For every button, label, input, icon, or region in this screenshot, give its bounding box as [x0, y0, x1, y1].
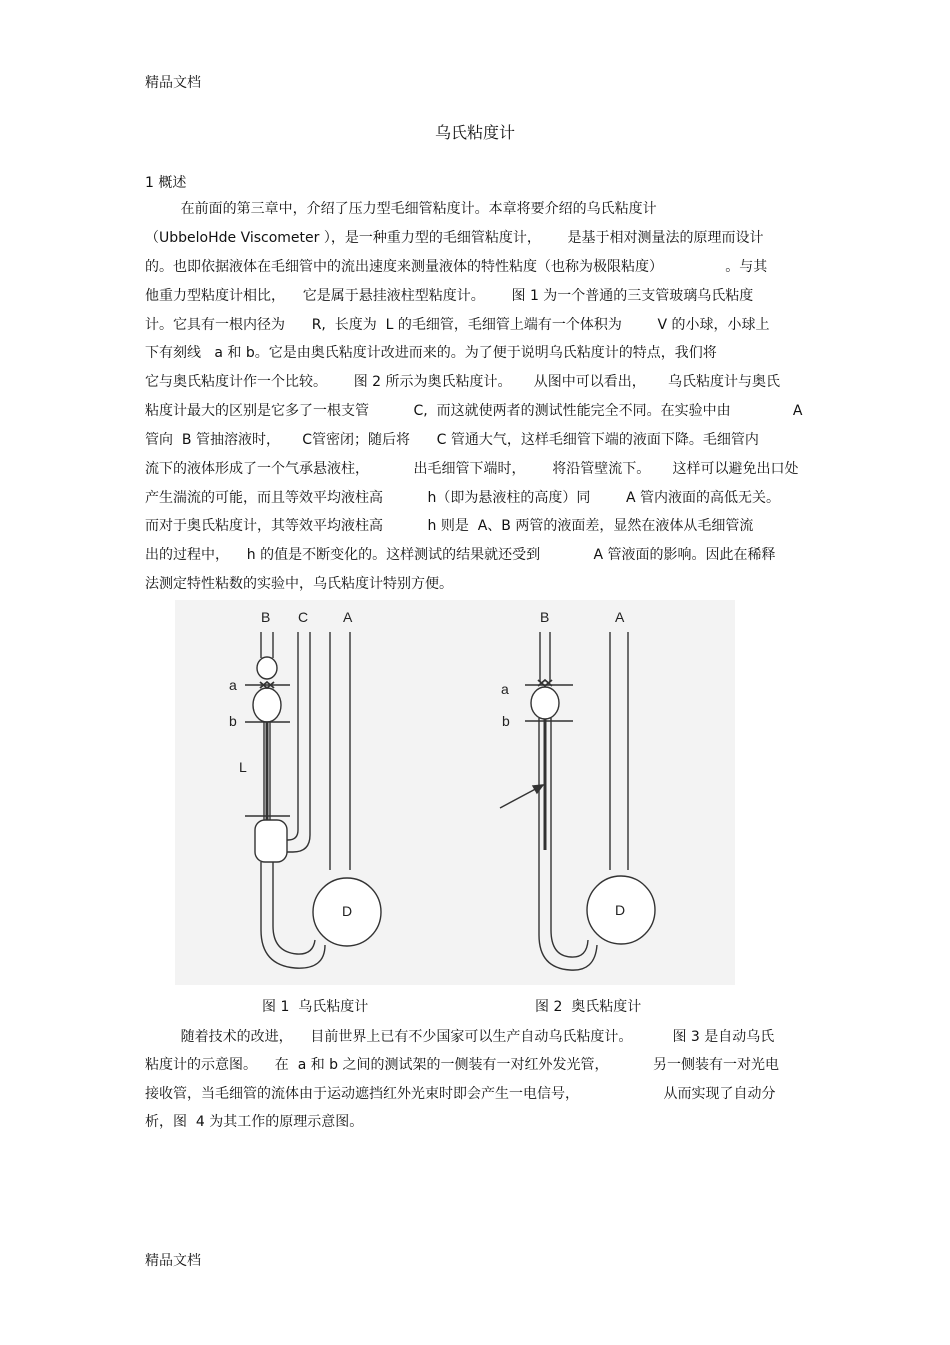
- fig1-label-C: C: [298, 609, 309, 625]
- fig1-label-L: L: [239, 759, 247, 775]
- viscometer-figures: [175, 600, 735, 985]
- fig2-label-D: D: [615, 902, 626, 918]
- paragraph2-line: 粘度计的示意图。 在 a 和 b 之间的测试架的一侧装有一对红外发光管， 另一侧装有一对光电: [145, 1057, 780, 1073]
- fig1-label-A: A: [343, 609, 353, 625]
- fig1-label-B: B: [261, 609, 271, 625]
- paragraph1-line: 在前面的第三章中，介绍了压力型毛细管粘度计。本章将要介绍的乌氏粘度计: [145, 201, 657, 217]
- fig2-label-b: b: [502, 713, 510, 729]
- paragraph1-line: 法测定特性粘数的实验中，乌氏粘度计特别方便。: [145, 576, 453, 592]
- paragraph1-line: 而对于奥氏粘度计，其等效平均液柱高 h 则是 A、B 两管的液面差，显然在液体从毛细管流: [145, 518, 754, 534]
- fig1-label-b: b: [229, 713, 237, 729]
- paragraph1-line: 管向 B 管抽溶液时， C管密闭；随后将 C 管通大气，这样毛细管下端的液面下降。毛细管内: [145, 432, 759, 448]
- fig2-label-B: B: [540, 609, 550, 625]
- paragraph1-line: （UbbeloHde Viscometer ），是一种重力型的毛细管粘度计， 是基于相对测量法的原理而设计: [145, 230, 764, 246]
- section-heading: 1 概述: [145, 175, 187, 191]
- fig1-label-D: D: [342, 903, 353, 919]
- paragraph1-line: 计。它具有一根内径为 R, 长度为 L 的毛细管，毛细管上端有一个体积为 V 的小球，小球上: [145, 317, 770, 333]
- paragraph1-line: 出的过程中， h 的值是不断变化的。这样测试的结果就还受到 A 管液面的影响。因此在稀释: [145, 547, 776, 563]
- paragraph1-line: 的。也即依据液体在毛细管中的流出速度来测量液体的特性粘度（也称为极限粘度） 。与其: [145, 259, 768, 275]
- fig2-label-A: A: [615, 609, 625, 625]
- figure1-caption: 图 1 乌氏粘度计: [262, 999, 369, 1015]
- figure2-caption: 图 2 奥氏粘度计: [535, 999, 642, 1015]
- paragraph2-line: 析，图 4 为其工作的原理示意图。: [145, 1114, 364, 1130]
- paragraph1-line: 产生湍流的可能，而且等效平均液柱高 h（即为悬液柱的高度）同 A 管内液面的高低无关。: [145, 490, 781, 506]
- paragraph1-line: 流下的液体形成了一个气承悬液柱， 出毛细管下端时， 将沿管壁流下。 这样可以避免出口处: [145, 461, 799, 477]
- paragraph1-line: 它与奥氏粘度计作一个比较。 图 2 所示为奥氏粘度计。 从图中可以看出， 乌氏粘度计与奥氏: [145, 374, 781, 390]
- page-footer: 精品文档: [145, 1253, 201, 1269]
- paragraph1-line: 他重力型粘度计相比， 它是属于悬挂液柱型粘度计。 图 1 为一个普通的三支管玻璃乌氏粘度: [145, 288, 754, 304]
- fig2-label-a: a: [501, 681, 509, 697]
- page-header: 精品文档: [145, 75, 201, 91]
- document-title: 乌氏粘度计: [434, 123, 515, 142]
- fig1-label-a: a: [229, 677, 237, 693]
- paragraph2-line: 随着技术的改进， 目前世界上已有不少国家可以生产自动乌氏粘度计。 图 3 是自动乌氏: [145, 1029, 775, 1045]
- paragraph1-line: 下有刻线 a 和 b。它是由奥氏粘度计改进而来的。为了便于说明乌氏粘度计的特点，我们将: [145, 345, 717, 361]
- paragraph2-line: 接收管，当毛细管的流体由于运动遮挡红外光束时即会产生一电信号， 从而实现了自动分: [145, 1086, 776, 1102]
- paragraph1-line: 粘度计最大的区别是它多了一根支管 C, 而这就使两者的测试性能完全不同。在实验中由 A: [145, 403, 803, 419]
